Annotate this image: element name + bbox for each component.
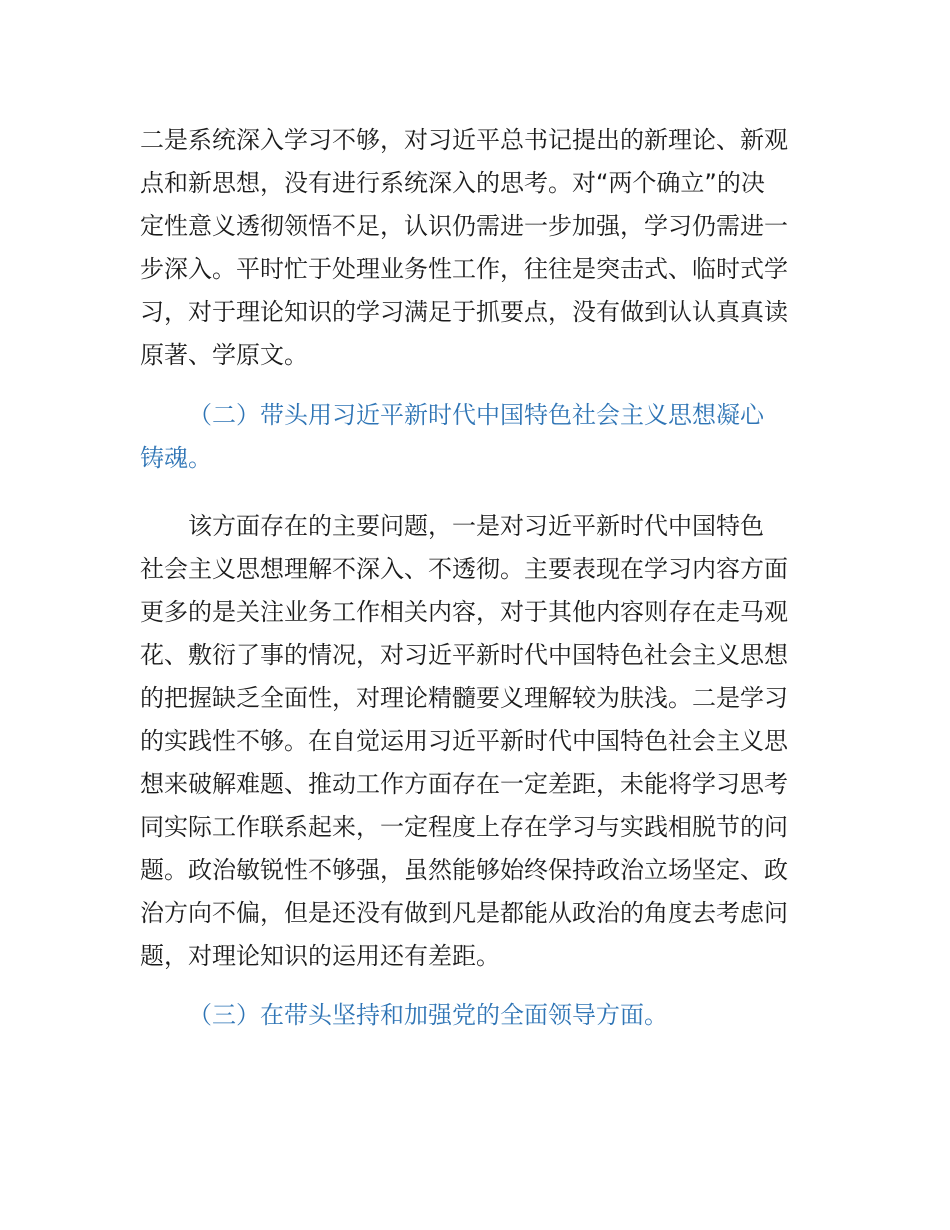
text-line: 定性意义透彻领悟不足，认识仍需进一步加强，学习仍需进一 bbox=[140, 212, 788, 240]
text-line: 的把握缺乏全面性，对理论精髓要义理解较为肤浅。二是学习 bbox=[140, 684, 788, 712]
text-line: 社会主义思想理解不深入、不透彻。主要表现在学习内容方面 bbox=[140, 555, 788, 583]
text-line: 更多的是关注业务工作相关内容，对于其他内容则存在走马观 bbox=[140, 598, 788, 626]
text-line: 同实际工作联系起来，一定程度上存在学习与实践相脱节的问 bbox=[140, 813, 788, 841]
section-heading-2 bbox=[140, 394, 816, 480]
text-line: 的实践性不够。在自觉运用习近平新时代中国特色社会主义思 bbox=[140, 727, 788, 755]
text-line: 题。政治敏锐性不够强，虽然能够始终保持政治立场坚定、政 bbox=[140, 856, 788, 884]
text-line: 想来破解难题、推动工作方面存在一定差距，未能将学习思考 bbox=[140, 770, 788, 798]
text-line: 点和新思想，没有进行系统深入的思考。对“两个确立”的决 bbox=[140, 169, 765, 197]
text-line: 习，对于理论知识的学习满足于抓要点，没有做到认认真真读 bbox=[140, 298, 788, 326]
paragraph-study-depth bbox=[140, 119, 816, 377]
heading-line: 铸魂。 bbox=[140, 444, 212, 472]
section-heading-3 bbox=[140, 994, 816, 1037]
text-line: 治方向不偏，但是还没有做到凡是都能从政治的角度去考虑问 bbox=[140, 899, 788, 927]
text-line: 花、敷衍了事的情况，对习近平新时代中国特色社会主义思想 bbox=[140, 641, 788, 669]
text-line: 题，对理论知识的运用还有差距。 bbox=[140, 942, 500, 970]
text-line: 该方面存在的主要问题，一是对习近平新时代中国特色 bbox=[188, 512, 764, 540]
text-line: 二是系统深入学习不够，对习近平总书记提出的新理论、新观 bbox=[140, 126, 788, 154]
heading-line: （三）在带头坚持和加强党的全面领导方面。 bbox=[188, 1001, 668, 1029]
paragraph-main-issues bbox=[140, 505, 816, 978]
heading-line: （二）带头用习近平新时代中国特色社会主义思想凝心 bbox=[188, 401, 764, 429]
text-line: 原著、学原文。 bbox=[140, 341, 308, 369]
text-line: 步深入。平时忙于处理业务性工作，往往是突击式、临时式学 bbox=[140, 255, 788, 283]
